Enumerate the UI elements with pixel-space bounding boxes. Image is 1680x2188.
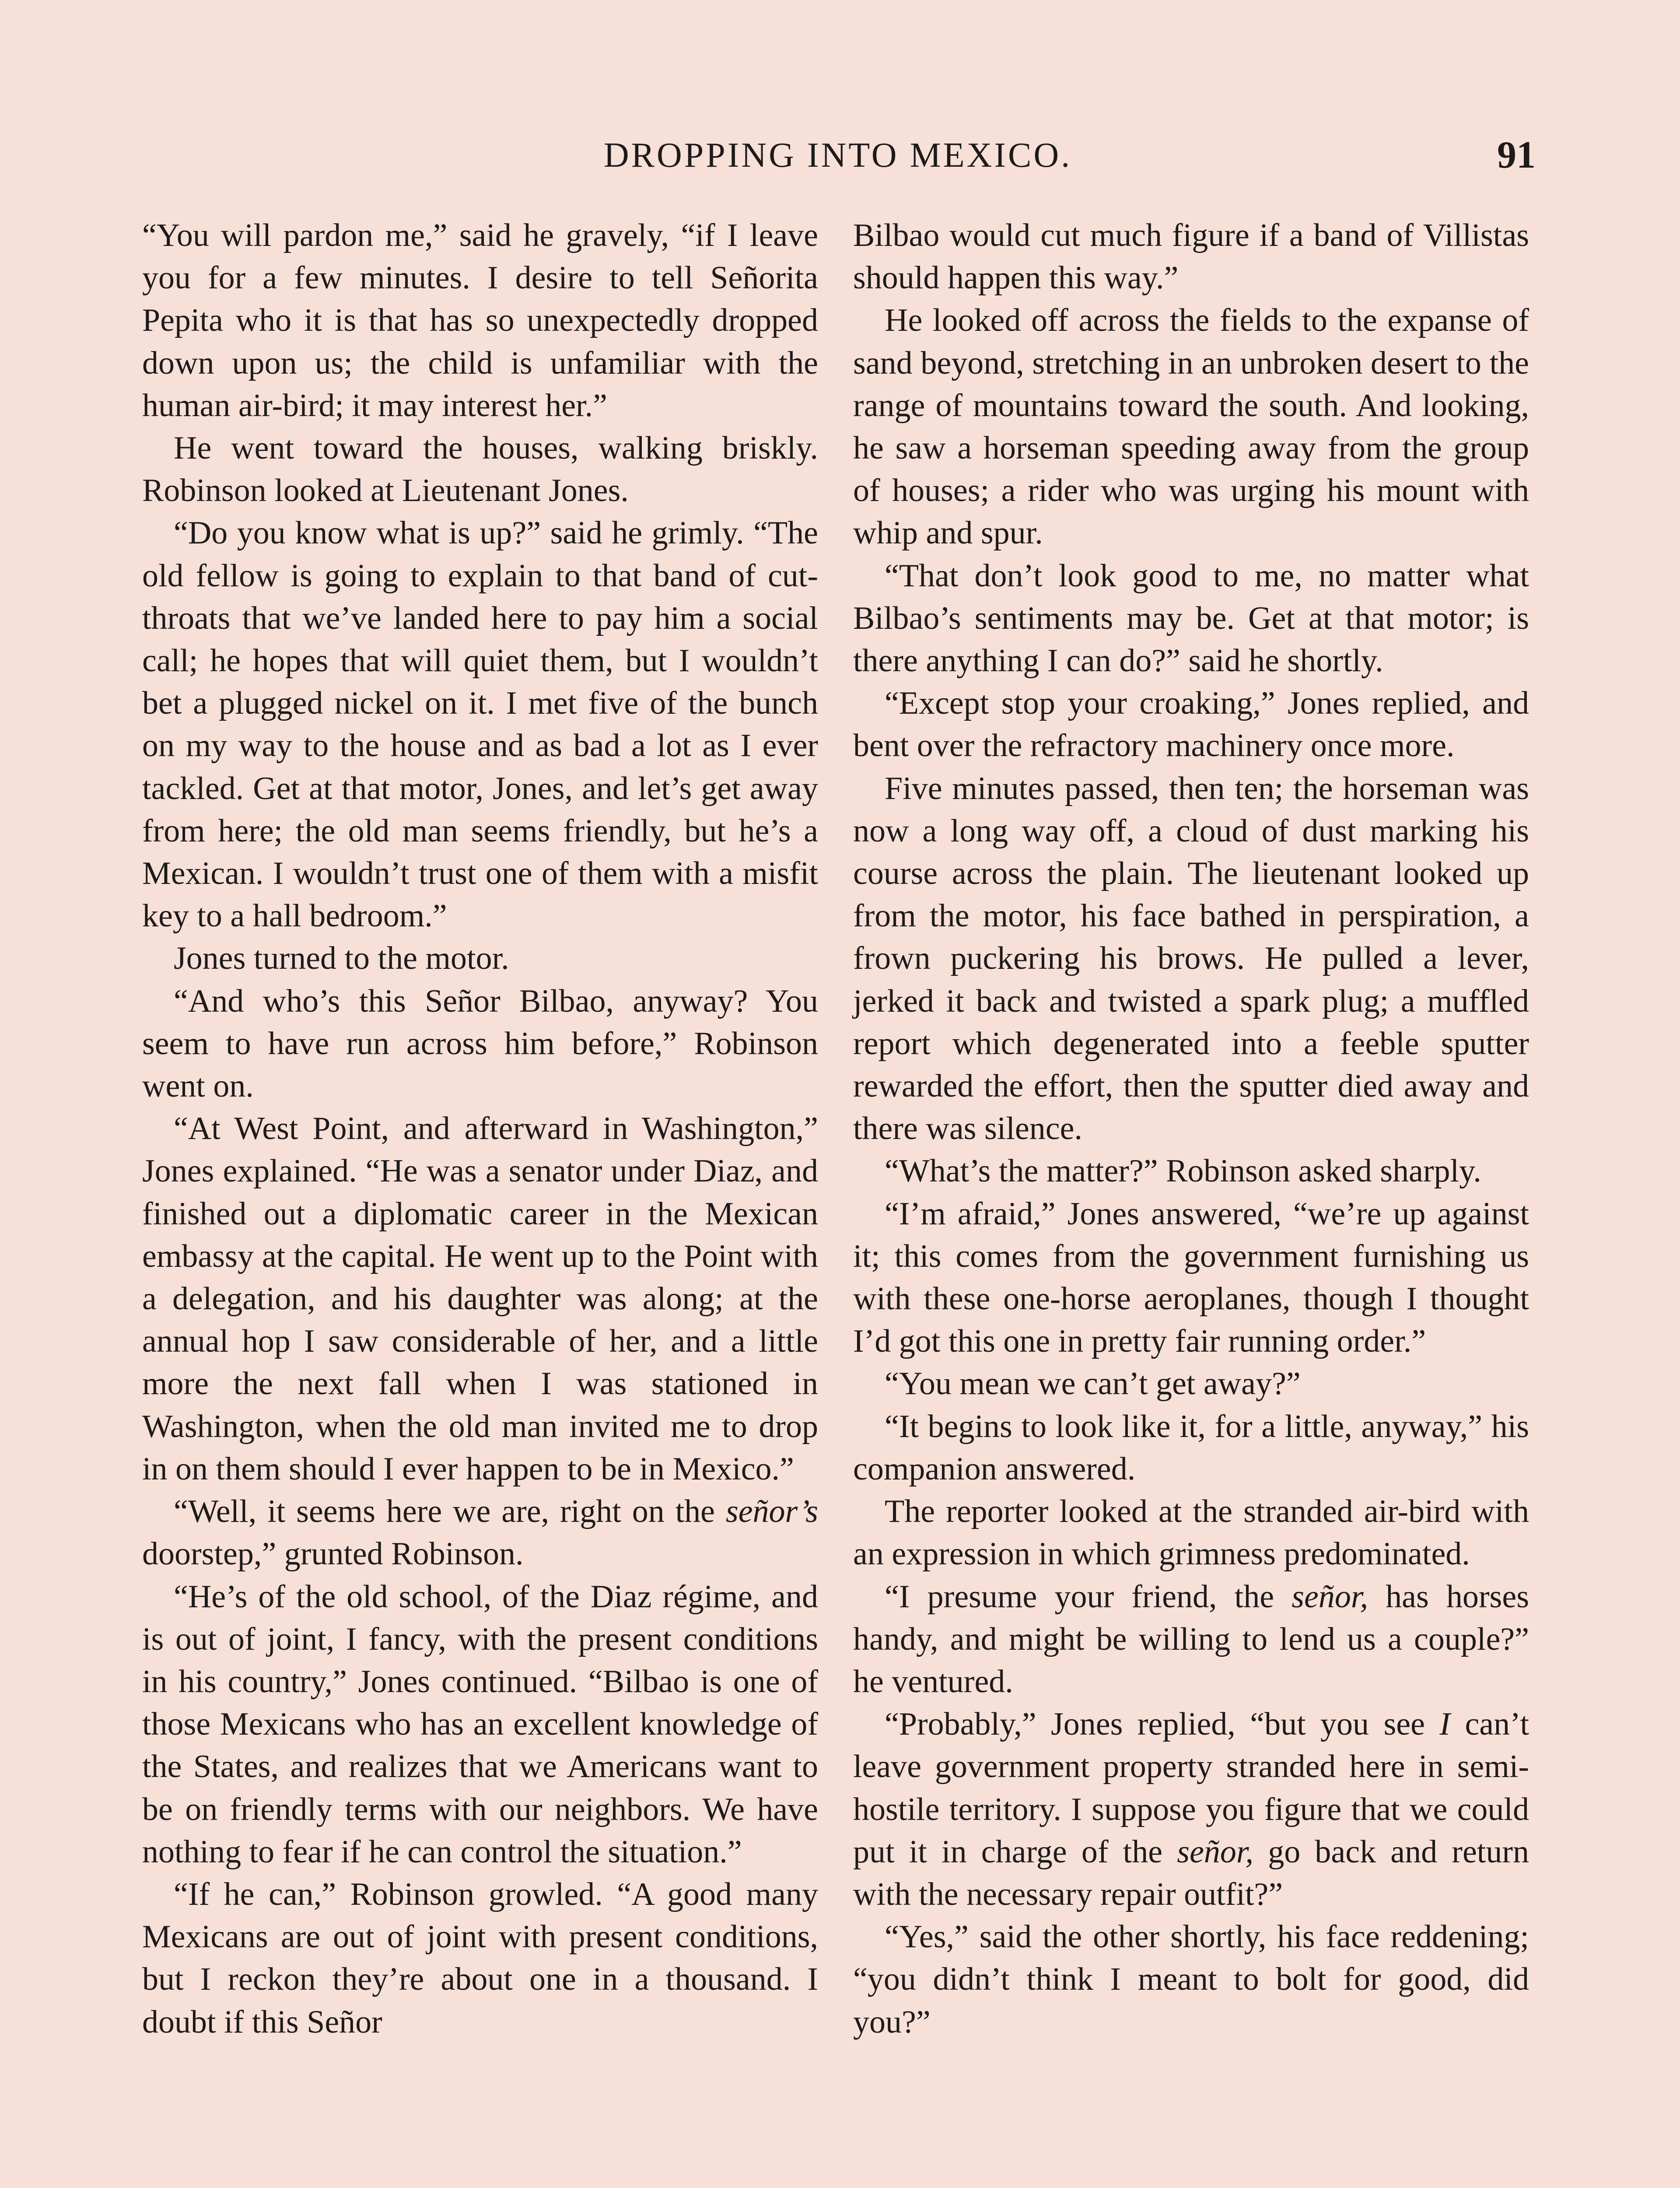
- paragraph-text: The reporter looked at the stranded air-bird with an expression in which grimness predominated.: [853, 1494, 1529, 1572]
- paragraph-text: “I’m afraid,” Jones answered, “we’re up against it; this comes from the government furnishing us with these one-horse aeroplanes, though I thought I’d got this one in pretty fair running order.”: [853, 1196, 1529, 1360]
- paragraph-text: He looked off across the fields to the expanse of sand beyond, stretching in an unbroken desert to the range of mountains toward the south. And looking, he saw a horseman speeding away from the group of houses; a rider who was urging his mount with whip and spur.: [853, 302, 1529, 551]
- paragraph-text: “You will pardon me,” said he gravely, “if I leave you for a few minutes. I desire to tell Señorita Pepita who it is that has so unexpectedly dropped down upon us; the child is unfamiliar with the human air-bird; it may interest her.”: [142, 217, 818, 424]
- paragraph-text: “And who’s this Señor Bilbao, anyway? You seem to have run across him before,” Robinson went on.: [142, 983, 818, 1105]
- paragraph-text: “It begins to look like it, for a little, anyway,” his companion answered.: [853, 1408, 1529, 1487]
- paragraph-text: “Well, it seems here we are, right on the: [174, 1494, 726, 1530]
- page-number: 91: [1497, 134, 1536, 176]
- paragraph: [853, 682, 1529, 767]
- paragraph-text: “I presume your friend, the: [885, 1578, 1292, 1615]
- paragraph: [853, 1150, 1529, 1192]
- paragraph: [853, 299, 1529, 554]
- paragraph: [853, 768, 1529, 1150]
- paragraph-text: “That don’t look good to me, no matter what Bilbao’s sentiments may be. Get at that motor; is there anything I can do?” said he shortly.: [853, 558, 1529, 679]
- paragraph-text: “Yes,” said the other shortly, his face reddening; “you didn’t think I meant to bolt for good, did you?”: [853, 1919, 1529, 2040]
- paragraph: [142, 980, 818, 1108]
- paragraph-text: He went toward the houses, walking briskly. Robinson looked at Lieutenant Jones.: [142, 430, 818, 509]
- paragraph: [142, 512, 818, 937]
- italic-text: señor,: [1177, 1834, 1254, 1870]
- left-column: [142, 214, 818, 2044]
- paragraph: [853, 1363, 1529, 1405]
- page-header: [140, 131, 1536, 179]
- paragraph: [853, 214, 1529, 299]
- paragraph: [853, 555, 1529, 683]
- italic-text: I: [1439, 1706, 1451, 1743]
- paragraph: [853, 1406, 1529, 1490]
- paragraph: [142, 1108, 818, 1490]
- paragraph: [142, 1873, 818, 2044]
- paragraph-text: can’t leave government property stranded here in semi-hostile territory. I suppose you figure that we could put it in charge of the: [853, 1706, 1530, 1870]
- paragraph: [142, 1576, 818, 1873]
- italic-text: señor’s: [725, 1494, 818, 1530]
- paragraph-text: go back and return with the necessary repair outfit?”: [853, 1834, 1529, 1912]
- paragraph: [853, 1576, 1529, 1704]
- italic-text: señor,: [1292, 1578, 1368, 1615]
- paragraph: [853, 1703, 1529, 1916]
- paragraph-text: Bilbao would cut much figure if a band of Villistas should happen this way.”: [853, 217, 1529, 296]
- paragraph-text: “Do you know what is up?” said he grimly. “The old fellow is going to explain to that band of cut-throats that we’ve landed here to pay him a social call; he hopes that will quiet them, but I wouldn’t bet a plugged nickel on it. I met five of the bunch on my way to the house and as bad a lot as I ever tackled. Get at that motor, Jones, and let’s get away from here; the old man seems friendly, but he’s a Mexican. I wouldn’t trust one of them with a misfit key to a hall bedroom.”: [142, 515, 818, 934]
- right-column: [853, 214, 1529, 2044]
- paragraph: [853, 1490, 1529, 1575]
- paragraph-text: “If he can,” Robinson growled. “A good many Mexicans are out of joint with present conditions, but I reckon they’re about one in a thousand. I doubt if this Señor: [142, 1876, 818, 2040]
- paragraph: [853, 1916, 1529, 2044]
- paragraph: [142, 427, 818, 512]
- paragraph-text: Jones turned to the motor.: [174, 940, 509, 977]
- paragraph-text: “Probably,” Jones replied, “but you see: [885, 1706, 1440, 1743]
- paragraph: [853, 1193, 1529, 1363]
- running-title: DROPPING INTO MEXICO.: [603, 136, 1072, 175]
- paragraph: [142, 1490, 818, 1575]
- paragraph-text: “At West Point, and afterward in Washington,” Jones explained. “He was a senator under Diaz, and finished out a diplomatic career in the Mexican embassy at the capital. He went up to the Point with a delegation, and his daughter was along; at the annual hop I saw considerable of her, and a little more the next fall when I was stationed in Washington, when the old man invited me to drop in on them should I ever happen to be in Mexico.”: [142, 1111, 818, 1487]
- paragraph-text: Five minutes passed, then ten; the horseman was now a long way off, a cloud of dust marking his course across the plain. The lieutenant looked up from the motor, his face bathed in perspiration, a frown puckering his brows. He pulled a lever, jerked it back and twisted a spark plug; a muffled report which degenerated into a feeble sputter rewarded the effort, then the sputter died away and there was silence.: [853, 770, 1529, 1147]
- paragraph-text: “You mean we can’t get away?”: [885, 1366, 1301, 1402]
- paragraph: [142, 214, 818, 427]
- paragraph-text: doorstep,” grunted Robinson.: [142, 1536, 524, 1572]
- paragraph: [142, 937, 818, 980]
- paragraph-text: “Except stop your croaking,” Jones replied, and bent over the refractory machinery once more.: [853, 685, 1529, 764]
- paragraph-text: “What’s the matter?” Robinson asked sharply.: [885, 1153, 1481, 1189]
- paragraph-text: has horses handy, and might be willing to lend us a couple?” he ventured.: [853, 1578, 1529, 1700]
- paragraph-text: “He’s of the old school, of the Diaz régime, and is out of joint, I fancy, with the present conditions in his country,” Jones continued. “Bilbao is one of those Mexicans who has an excellent knowledge of the States, and realizes that we Americans want to be on friendly terms with our neighbors. We have nothing to fear if he can control the situation.”: [142, 1578, 818, 1870]
